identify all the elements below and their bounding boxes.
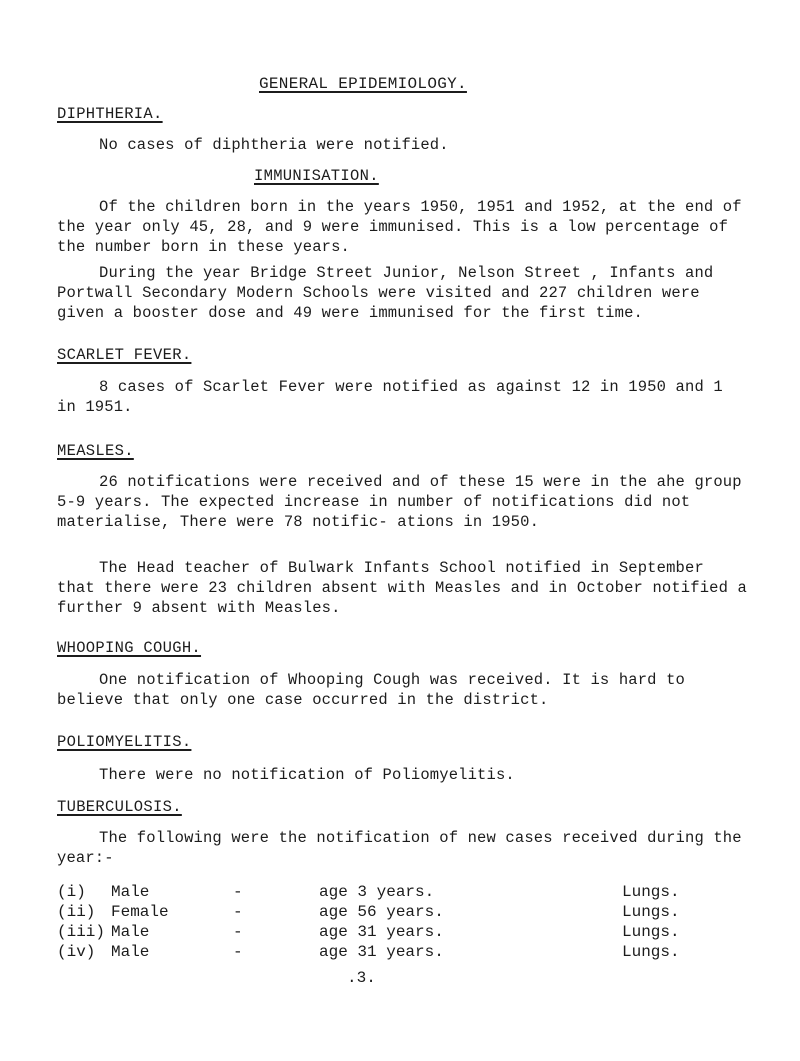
scarlet-fever-text: 8 cases of Scarlet Fever were notified as against 12 in 1950 and 1 in 1951. xyxy=(57,378,723,416)
measles-paragraph-1: 26 notifications were received and of these 15 were in the ahe group 5-9 years. The expected increase in number of notifications did not materialise, There were 78 notific- ations in 1950. xyxy=(57,473,742,531)
case-age: age 3 years. xyxy=(319,883,435,901)
immunisation-paragraph-2: During the year Bridge Street Junior, Nelson Street , Infants and Portwall Secondary Modern Schools were visited and 227 children were given a booster dose and 49 were immunised for the first time. xyxy=(57,264,714,322)
immunisation-paragraph-1: Of the children born in the years 1950, 1951 and 1952, at the end of the year only 45, 28, and 9 were immunised. This is a low percentage of the number born in these years. xyxy=(57,198,742,256)
case-dash: - xyxy=(233,923,243,941)
tuberculosis-case-row xyxy=(57,882,757,902)
measles-heading: MEASLES. xyxy=(57,442,134,460)
page-number: .3. xyxy=(347,969,376,987)
whooping-cough-text: One notification of Whooping Cough was received. It is hard to believe that only one case occurred in the district. xyxy=(57,671,685,709)
tuberculosis-text: The following were the notification of new cases received during the year:- xyxy=(57,829,742,867)
poliomyelitis-heading: POLIOMYELITIS. xyxy=(57,733,192,751)
case-sex: Female xyxy=(111,903,169,921)
case-sex: Male xyxy=(111,943,150,961)
case-dash: - xyxy=(233,943,243,961)
case-number: (iii) xyxy=(57,923,106,941)
case-number: (i) xyxy=(57,883,86,901)
page-title: GENERAL EPIDEMIOLOGY. xyxy=(259,75,467,93)
measles-paragraph-2: The Head teacher of Bulwark Infants School notified in September that there were 23 children absent with Measles and in October notified a further 9 absent with Measles. xyxy=(57,559,747,617)
case-site: Lungs. xyxy=(622,943,680,961)
case-site: Lungs. xyxy=(622,923,680,941)
case-sex: Male xyxy=(111,883,150,901)
case-number: (iv) xyxy=(57,943,96,961)
scarlet-fever-heading: SCARLET FEVER. xyxy=(57,346,192,364)
tuberculosis-case-row xyxy=(57,942,757,962)
case-site: Lungs. xyxy=(622,883,680,901)
immunisation-heading: IMMUNISATION. xyxy=(254,167,379,185)
case-number: (ii) xyxy=(57,903,96,921)
case-age: age 31 years. xyxy=(319,943,444,961)
case-age: age 31 years. xyxy=(319,923,444,941)
case-sex: Male xyxy=(111,923,150,941)
case-dash: - xyxy=(233,903,243,921)
diphtheria-text: No cases of diphtheria were notified. xyxy=(99,136,449,154)
case-age: age 56 years. xyxy=(319,903,444,921)
tuberculosis-case-row xyxy=(57,922,757,942)
tuberculosis-heading: TUBERCULOSIS. xyxy=(57,798,182,816)
tuberculosis-case-row xyxy=(57,902,757,922)
whooping-cough-heading: WHOOPING COUGH. xyxy=(57,639,202,657)
poliomyelitis-text: There were no notification of Poliomyelitis. xyxy=(99,766,515,784)
case-site: Lungs. xyxy=(622,903,680,921)
case-dash: - xyxy=(233,883,243,901)
diphtheria-heading: DIPHTHERIA. xyxy=(57,105,163,123)
